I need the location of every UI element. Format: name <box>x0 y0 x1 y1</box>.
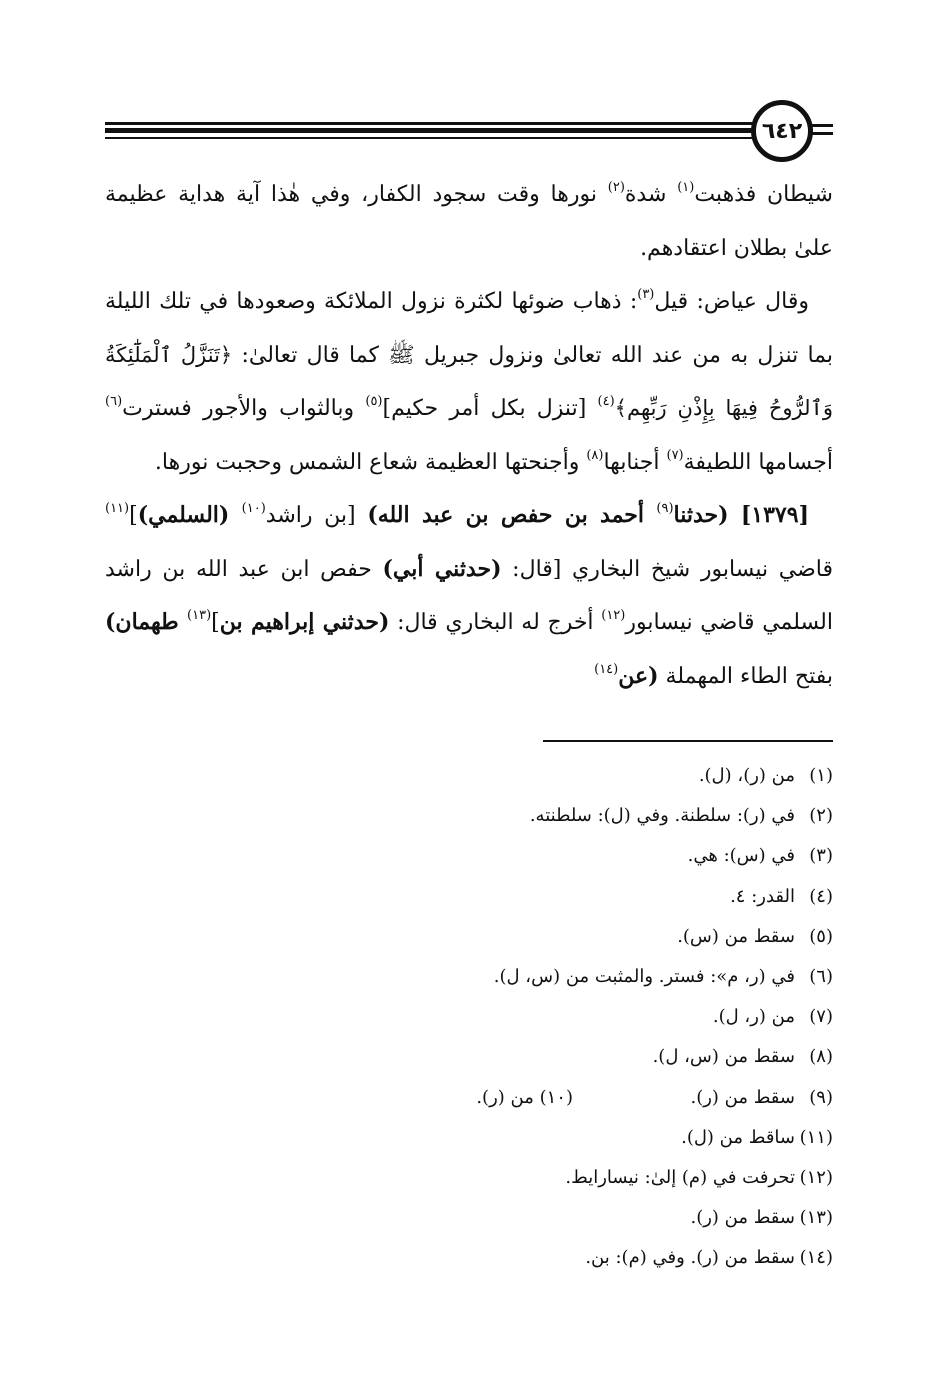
footnote-1 <box>113 756 833 796</box>
footnote-text: سقط من (س). <box>677 925 795 947</box>
text-run-bold: (حدثنا <box>673 502 729 528</box>
header-rule <box>105 137 763 139</box>
footnote-separator <box>543 740 833 742</box>
footnote-ref: (٤) <box>597 394 615 409</box>
footnote-5 <box>113 917 833 957</box>
footnote-7 <box>113 997 833 1037</box>
footnote-number: (١٤) <box>799 1247 833 1269</box>
footnote-9-10 <box>113 1078 833 1118</box>
footnote-ref: (٧) <box>666 447 684 463</box>
header-rule <box>105 128 763 133</box>
footnote-text: سقط من (ر). <box>690 1207 795 1229</box>
footnote-ref: (١٤) <box>594 661 619 677</box>
footnote-number: (٦) <box>809 966 833 988</box>
footnote-number: (٧) <box>809 1006 833 1028</box>
footnote-number: (٢) <box>809 805 833 827</box>
hadith-number: [١٣٧٩] <box>728 502 809 528</box>
footnote-6 <box>113 957 833 997</box>
footnote-4 <box>113 877 833 917</box>
footnote-12 <box>113 1158 833 1198</box>
footnote-text: من (ر)، (ل). <box>698 765 795 786</box>
footnote-number: (١٣) <box>799 1207 833 1229</box>
quran-verse: ﴿تَنَزَّلُ ٱلْمَلَٰٓئِكَةُ وَٱلرُّوحُ فِيهَا بِإِذْنِ رَبِّهِم﴾ <box>105 342 833 420</box>
footnote-10 <box>476 1087 573 1108</box>
text-run-bold: (حدثني إبراهيم بن <box>219 609 390 635</box>
footnote-number: (١١) <box>799 1126 833 1148</box>
footnote-9 <box>573 1078 833 1118</box>
footnote-ref: (١) <box>677 180 695 195</box>
footnote-number: (١٢) <box>799 1167 833 1189</box>
page-number-text: ٦٤٢ <box>761 118 803 144</box>
text-run-bold: (عن <box>618 662 659 689</box>
footnote-11 <box>113 1118 833 1158</box>
footnote-text: ساقط من (ل). <box>681 1126 795 1148</box>
text-run: أجنابها <box>603 449 667 475</box>
text-run: أجسامها اللطيفة <box>683 449 833 475</box>
footnote-ref: (٨) <box>586 447 604 463</box>
text-run-bold: طهمان) <box>105 609 188 635</box>
text-run: وقال عياض: قيل <box>654 289 809 314</box>
footnote-text: القدر: ٤. <box>730 885 795 907</box>
footnotes <box>113 756 833 1279</box>
page-number <box>751 100 813 162</box>
text-run: : ذهاب ضوئها لكثرة نزول الملائكة وصعودها في تلك الليلة بما تنزل به من عند الله تعالىٰ ونزول جبريل ﷺ كما قال تعالىٰ: <box>105 289 833 368</box>
footnote-text: سقط من (ر). <box>690 1086 795 1108</box>
footnote-ref: (١٣) <box>187 608 212 623</box>
footnote-14 <box>113 1238 833 1278</box>
footnote-number: (١٠) <box>539 1086 573 1108</box>
text-run: [بن راشد <box>265 503 368 528</box>
footnote-3 <box>113 836 833 876</box>
text-run: شيطان فذهبت <box>694 182 833 207</box>
footnote-number: (٥) <box>809 925 833 947</box>
footnote-ref: (١٢) <box>601 608 626 623</box>
footnote-ref: (٩) <box>656 501 674 516</box>
text-run: نورها وقت سجود الكفار، وفي هٰذا آية هداية عظيمة علىٰ بطلان اعتقادهم. <box>105 182 833 261</box>
text-run: ] <box>129 503 138 528</box>
footnote-ref: (٥) <box>365 394 383 409</box>
text-run: قاضي نيسابور شيخ البخاري [قال: <box>501 556 833 582</box>
main-text <box>105 168 833 703</box>
footnote-text: في (س): هي. <box>687 845 795 867</box>
footnote-text: سقط من (س، ل). <box>652 1046 795 1068</box>
header-rule <box>105 122 763 125</box>
text-run: حفص ابن عبد الله بن راشد السلمي قاضي نيسابور <box>105 556 833 635</box>
footnote-text: في (ر، م»: فستر. والمثبت من (س، ل). <box>493 966 795 988</box>
footnote-text: من (ر، ل). <box>712 1006 795 1028</box>
paragraph-3 <box>105 489 833 703</box>
text-run-bold: (السلمي) <box>137 502 242 528</box>
text-run: [تنزل بكل أمر حكيم] <box>382 396 598 421</box>
page-header <box>105 100 833 164</box>
text-run: بفتح الطاء المهملة <box>658 663 833 689</box>
paragraph-1 <box>105 168 833 275</box>
paragraph-2 <box>105 275 833 489</box>
text-run-bold: (حدثني أبي) <box>382 555 502 582</box>
footnote-ref: (١١) <box>105 501 130 516</box>
text-run: شدة <box>624 182 678 207</box>
footnote-ref: (١٠) <box>241 501 266 516</box>
footnote-number: (٤) <box>809 885 833 907</box>
footnote-text: من (ر). <box>476 1086 534 1108</box>
footnote-ref: (٣) <box>637 287 655 302</box>
footnote-text: تحرفت في (م) إلىٰ: نيسارايط. <box>565 1167 795 1189</box>
footnote-number: (٣) <box>809 845 833 867</box>
text-run: وبالثواب والأجور فسترت <box>122 396 366 421</box>
text-run: ] <box>211 610 220 635</box>
footnote-text: سقط من (ر). وفي (م): بن. <box>585 1247 795 1269</box>
text-run: وأجنحتها العظيمة شعاع الشمس وحجبت نورها. <box>154 449 587 475</box>
text-run: أخرج له البخاري قال: <box>389 610 602 635</box>
footnote-8 <box>113 1037 833 1077</box>
footnote-ref: (٢) <box>607 180 625 195</box>
footnote-number: (٨) <box>809 1046 833 1068</box>
footnote-number: (١) <box>809 765 833 786</box>
footnote-text: في (ر): سلطنة. وفي (ل): سلطنته. <box>529 805 795 827</box>
text-run-bold: أحمد بن حفص بن عبد الله) <box>367 502 657 528</box>
footnote-13 <box>113 1198 833 1238</box>
footnote-ref: (٦) <box>105 394 123 409</box>
footnote-2 <box>113 796 833 836</box>
footnote-number: (٩) <box>809 1086 833 1108</box>
